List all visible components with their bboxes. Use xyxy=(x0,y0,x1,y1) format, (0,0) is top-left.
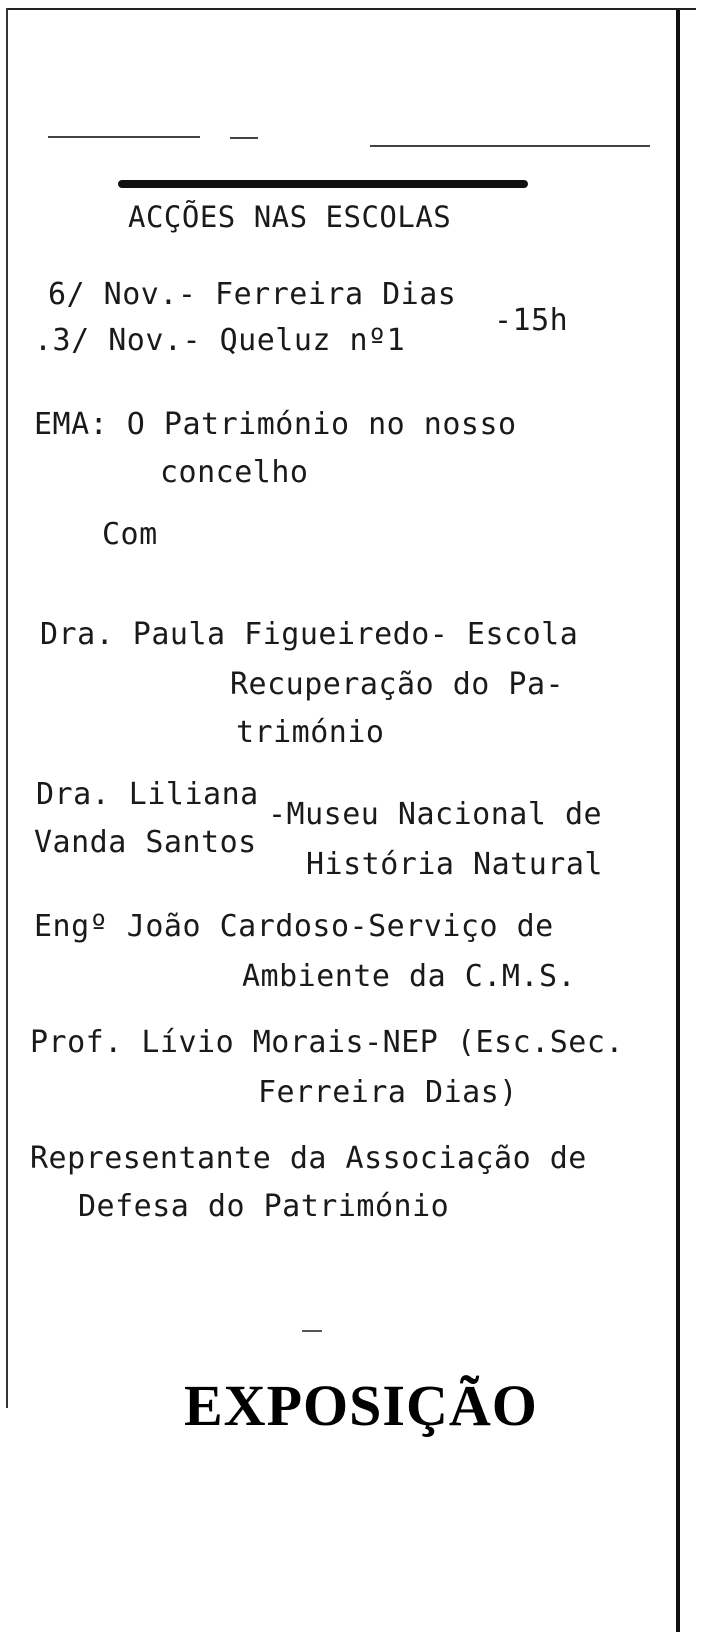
theme-line-1: EMA: O Património no nosso xyxy=(34,407,517,442)
time-label: -15h xyxy=(494,303,569,338)
speaker-3-line-2: Ambiente da C.M.S. xyxy=(242,959,577,994)
speaker-1-line-1: Dra. Paula Figueiredo- Escola xyxy=(40,617,579,652)
divider-line xyxy=(230,137,258,139)
speaker-4-line-2: Ferreira Dias) xyxy=(258,1075,518,1110)
speaker-2-name-1: Dra. Liliana xyxy=(36,777,259,812)
speaker-5-line-1: Representante da Associação de xyxy=(30,1141,587,1176)
speaker-2-name-2: Vanda Santos xyxy=(34,825,257,860)
page-border-left xyxy=(6,8,8,1408)
date-line-1: 6/ Nov.- Ferreira Dias xyxy=(48,277,457,312)
speaker-4-line-1: Prof. Lívio Morais-NEP (Esc.Sec. xyxy=(30,1025,624,1060)
speaker-1-line-3: trimónio xyxy=(236,715,385,750)
divider-line xyxy=(370,145,650,147)
dash-mark xyxy=(302,1330,322,1332)
speaker-2-org-1: -Museu Nacional de xyxy=(268,797,603,832)
heading-underline xyxy=(118,180,528,188)
divider-line xyxy=(48,136,200,138)
section-heading: ACÇÕES NAS ESCOLAS xyxy=(128,200,452,234)
speaker-5-line-2: Defesa do Património xyxy=(78,1189,450,1224)
speaker-3-line-1: Engº João Cardoso-Serviço de xyxy=(34,909,554,944)
with-label: Com xyxy=(102,517,158,552)
speaker-2-org-2: História Natural xyxy=(306,847,603,882)
page-border-top xyxy=(6,8,696,10)
date-line-2: .3/ Nov.- Queluz nº1 xyxy=(34,323,406,358)
exhibition-title: EXPOSIÇÃO xyxy=(184,1373,538,1438)
theme-line-2: concelho xyxy=(160,455,309,490)
speaker-1-line-2: Recuperação do Pa- xyxy=(230,667,565,702)
page-border-right xyxy=(676,10,680,1632)
